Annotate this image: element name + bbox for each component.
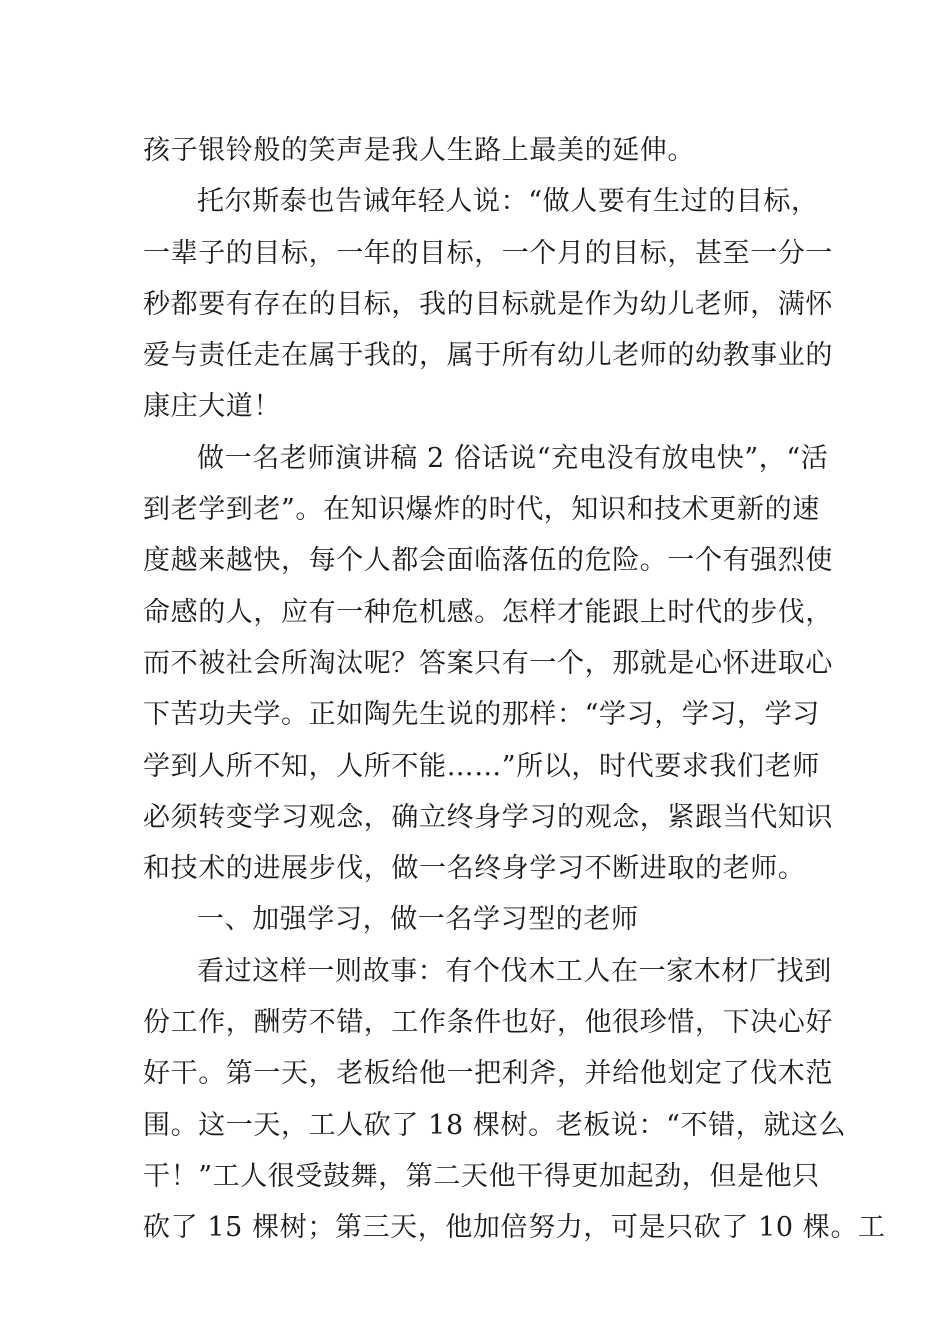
text-line: 到老学到老”。在知识爆炸的时代，知识和技术更新的速	[143, 494, 820, 526]
text-line: 下苦功夫学。正如陶先生说的那样：“学习，学习，学习	[143, 699, 820, 731]
text-line: 而不被社会所淘汰呢？答案只有一个，那就是心怀进取心	[143, 647, 833, 679]
text-line: 干！”工人很受鼓舞，第二天他干得更加起劲，但是他只	[143, 1160, 820, 1192]
text-line: 和技术的进展步伐，做一名终身学习不断进取的老师。	[143, 853, 806, 885]
text-line: 砍了 15 棵树；第三天，他加倍努力，可是只砍了 10 棵。工	[143, 1212, 886, 1244]
text-line: 好干。第一天，老板给他一把利斧，并给他划定了伐木范	[143, 1058, 833, 1090]
text-line: 围。这一天，工人砍了 18 棵树。老板说：“不错，就这么	[143, 1109, 847, 1141]
text-line: 秒都要有存在的目标，我的目标就是作为幼儿老师，满怀	[143, 288, 833, 320]
text-line: 看过这样一则故事：有个伐木工人在一家木材厂找到	[197, 955, 832, 987]
text-line: 孩子银铃般的笑声是我人生路上最美的延伸。	[143, 135, 695, 166]
text-line: 爱与责任走在属于我的，属于所有幼儿老师的幼教事业的	[143, 340, 833, 372]
text-line: 份工作，酬劳不错，工作条件也好，他很珍惜，下决心好	[143, 1007, 833, 1039]
body-text	[143, 125, 886, 1254]
text-line: 托尔斯泰也告诫年轻人说：“做人要有生过的目标，	[197, 186, 819, 218]
section-heading: 一、加强学习，做一名学习型的老师	[197, 904, 639, 936]
text-line: 度越来越快，每个人都会面临落伍的危险。一个有强烈使	[143, 545, 833, 577]
text-line: 必须转变学习观念，确立终身学习的观念，紧跟当代知识	[143, 801, 833, 833]
text-line: 康庄大道！	[143, 391, 281, 423]
text-line: 学到人所不知，人所不能……”所以，时代要求我们老师	[143, 750, 820, 782]
text-line: 命感的人，应有一种危机感。怎样才能跟上时代的步伐，	[143, 596, 833, 628]
text-line: 一辈子的目标，一年的目标，一个月的目标，甚至一分一	[143, 237, 833, 269]
text-line: 做一名老师演讲稿 2 俗话说“充电没有放电快”，“活	[197, 442, 829, 474]
